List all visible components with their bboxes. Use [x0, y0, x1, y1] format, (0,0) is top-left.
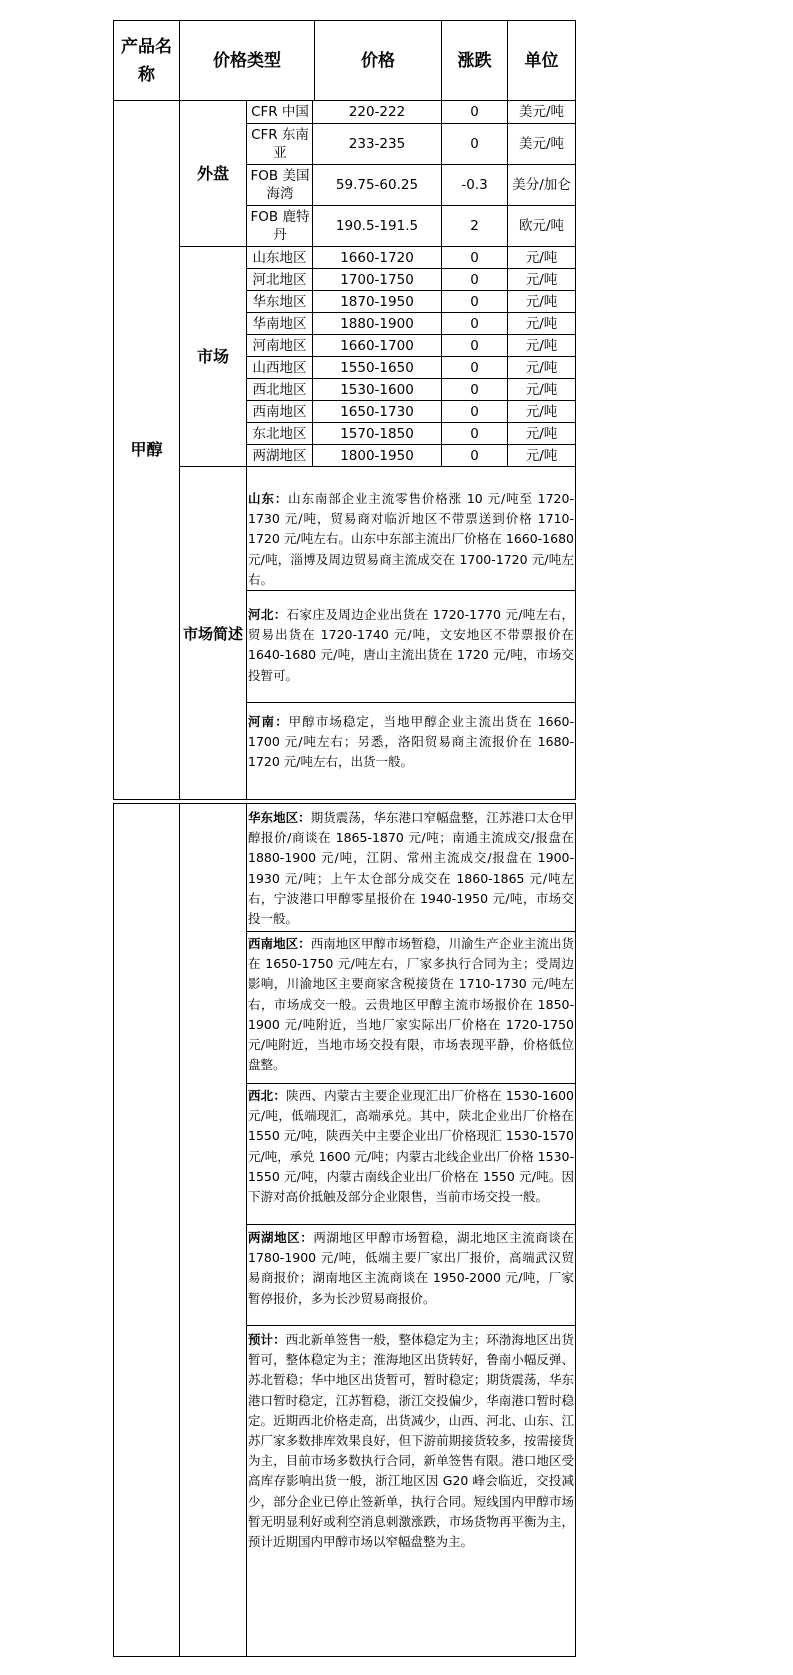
foreign-change: 0: [470, 136, 479, 152]
market-unit: 元/吨: [525, 315, 558, 332]
market-region: 西北地区: [252, 381, 307, 398]
market-price: 1550-1650: [340, 359, 414, 376]
foreign-unit: 美元/吨: [518, 104, 565, 120]
market-unit: 元/吨: [525, 359, 558, 376]
summary-text: 西北新单签售一般，整体稳定为主；环渤海地区出货暂可，整体稳定为主；淮海地区出货转好，鲁南小幅反弹、苏北暂稳；华中地区出货暂可，暂时稳定；期货震荡，华东港口暂时稳定，江苏暂稳，浙江交投偏少，华南港口暂时稳定。近期西北价格走高，出货减少，山西、河北、山东、江苏厂家多数排库效果良好，但下游前期接货较多，按需接货为主，目前市场多数执行合同，新单签售有限。港口地区受高库存影响出货一般，浙江地区因 G20 峰会临近，交投减少，部分企业已停止签新单，执行合同。短线国内甲醇市场暂无明显利好或利空消息刺激涨跌，市场货物再平衡为主，预计近期国内甲醇市场以窄幅盘整为主。: [248, 1332, 574, 1550]
market-unit: 元/吨: [525, 271, 558, 288]
header-price: 价格: [361, 50, 395, 71]
foreign-unit: 美分/加仑: [512, 177, 571, 193]
market-region: 两湖地区: [252, 447, 307, 464]
market-region: 西南地区: [252, 403, 307, 420]
summary-text: 山东南部企业主流零售价格涨 10 元/吨至 1720-1730 元/吨，贸易商对临沂地区不带票送到价格 1710-1720 元/吨左右。山东中东部主流出厂价格在 1660-1680 元/吨，淄博及周边贸易商主流成交在 1700-1720 元/吨左右。: [248, 491, 574, 587]
market-unit: 元/吨: [525, 381, 558, 398]
group-summary: 市场简述: [182, 624, 243, 643]
summary-label: 河北：: [248, 607, 287, 622]
foreign-type: FOB 鹿特丹: [250, 209, 310, 243]
market-price: 1660-1720: [340, 249, 414, 266]
foreign-price: 220-222: [348, 104, 406, 120]
market-region: 河南地区: [252, 337, 307, 354]
market-change: 0: [470, 359, 479, 376]
foreign-unit: 欧元/吨: [518, 218, 565, 234]
summary-hubei-hunan: [248, 1228, 574, 1309]
market-change: 0: [470, 381, 479, 398]
summary-label: 河南：: [248, 714, 289, 729]
summary-hebei: [248, 605, 574, 686]
market-change: 0: [470, 249, 479, 266]
market-price: 1870-1950: [340, 293, 414, 310]
market-change: 0: [470, 425, 479, 442]
summary-label: 西北：: [248, 1088, 287, 1103]
summary-northwest: [248, 1086, 574, 1207]
foreign-price: 59.75-60.25: [335, 177, 419, 193]
summary-label: 华东地区：: [248, 810, 311, 825]
summary-text: 西南地区甲醇市场暂稳，川渝生产企业主流出货在 1650-1750 元/吨左右，厂家多执行合同为主；受周边影响，川渝地区主要商家含税接货在 1710-1730 元/吨左右，市场成交一般。云贵地区甲醇主流市场报价在 1850-1900 元/吨附近，当地厂家实际出厂价格在 1720-1750 元/吨附近，当地市场交投有限，市场表现平静，价格低位盘整。: [248, 936, 574, 1073]
market-region: 华南地区: [252, 315, 307, 332]
price-table-page-1: [0, 0, 793, 800]
group-market: 市场: [196, 346, 229, 366]
header-product-name: 产品名称: [121, 36, 172, 85]
header-change: 涨跌: [457, 50, 492, 71]
foreign-price: 190.5-191.5: [335, 218, 419, 234]
group-foreign: 外盘: [196, 163, 229, 183]
summary-shandong: [248, 489, 574, 590]
product-name: 甲醇: [130, 440, 163, 459]
summary-henan: [248, 712, 574, 773]
summary-label: 西南地区：: [248, 936, 311, 951]
summary-text: 陕西、内蒙古主要企业现汇出厂价格在 1530-1600 元/吨，低端现汇，高端承兑。其中，陕北企业出厂价格在 1550 元/吨，陕西关中主要企业出厂价格现汇 1530-1570 元/吨，承兑 1600 元/吨；内蒙古北线企业出厂价格 1530-1550 元/吨，内蒙古南线企业出厂价格在 1550 元/吨。因下游对高价抵触及部分企业限售，当前市场交投一般。: [248, 1088, 574, 1205]
market-price: 1800-1950: [340, 447, 414, 464]
market-change: 0: [470, 271, 479, 288]
summary-text: 两湖地区甲醇市场暂稳，湖北地区主流商谈在 1780-1900 元/吨，低端主要厂家出厂报价，高端武汉贸易商报价；湖南地区主流商谈在 1950-2000 元/吨，厂家暂停报价，多为长沙贸易商报价。: [248, 1230, 574, 1306]
summary-text: 石家庄及周边企业出货在 1720-1770 元/吨左右，贸易出货在 1720-1740 元/吨，文安地区不带票报价在 1640-1680 元/吨，唐山主流出货在 1720 元/吨，市场交投暂可。: [248, 607, 574, 683]
market-region: 华东地区: [252, 293, 307, 310]
market-price: 1660-1700: [340, 337, 414, 354]
foreign-unit: 美元/吨: [518, 136, 565, 152]
market-region: 河北地区: [252, 271, 307, 288]
market-unit: 元/吨: [525, 425, 558, 442]
foreign-type: CFR 中国: [251, 104, 309, 120]
summary-text: 甲醇市场稳定，当地甲醇企业主流出货在 1660-1700 元/吨左右；另悉，洛阳贸易商主流报价在 1680-1720 元/吨左右，出货一般。: [248, 714, 574, 770]
foreign-price: 233-235: [348, 136, 406, 152]
market-unit: 元/吨: [525, 249, 558, 266]
summary-label: 山东：: [248, 491, 289, 506]
foreign-type: FOB 美国海湾: [250, 168, 310, 202]
market-change: 0: [470, 447, 479, 464]
foreign-change: 2: [470, 218, 479, 234]
market-price: 1700-1750: [340, 271, 414, 288]
market-price: 1530-1600: [340, 381, 414, 398]
summary-forecast: [248, 1330, 574, 1552]
foreign-change: -0.3: [461, 177, 488, 193]
market-unit: 元/吨: [525, 337, 558, 354]
market-price: 1570-1850: [340, 425, 414, 442]
foreign-change: 0: [470, 104, 479, 120]
market-change: 0: [470, 293, 479, 310]
price-table-page-2: [0, 800, 793, 1675]
summary-text: 期货震荡，华东港口窄幅盘整，江苏港口太仓甲醇报价/商谈在 1865-1870 元/吨；南通主流成交/报盘在 1880-1900 元/吨，江阴、常州主流成交/报盘在 1900-1930 元/吨；上午太仓部分成交在 1860-1865 元/吨左右，宁波港口甲醇零星报价在 1940-1950 元/吨，市场交投一般。: [248, 810, 574, 927]
market-region: 东北地区: [252, 425, 307, 442]
market-price: 1650-1730: [340, 403, 414, 420]
market-unit: 元/吨: [525, 447, 558, 464]
market-price: 1880-1900: [340, 315, 414, 332]
market-region: 山东地区: [252, 249, 307, 266]
market-change: 0: [470, 337, 479, 354]
market-unit: 元/吨: [525, 403, 558, 420]
market-unit: 元/吨: [525, 293, 558, 310]
summary-label: 两湖地区：: [248, 1230, 314, 1245]
header-unit: 单位: [524, 50, 559, 71]
foreign-type: CFR 东南亚: [251, 127, 309, 161]
summary-east-china: [248, 808, 574, 929]
header-price-type: 价格类型: [213, 50, 281, 71]
summary-southwest: [248, 934, 574, 1075]
market-region: 山西地区: [252, 359, 307, 376]
market-change: 0: [470, 315, 479, 332]
market-change: 0: [470, 403, 479, 420]
summary-label: 预计：: [248, 1332, 286, 1347]
